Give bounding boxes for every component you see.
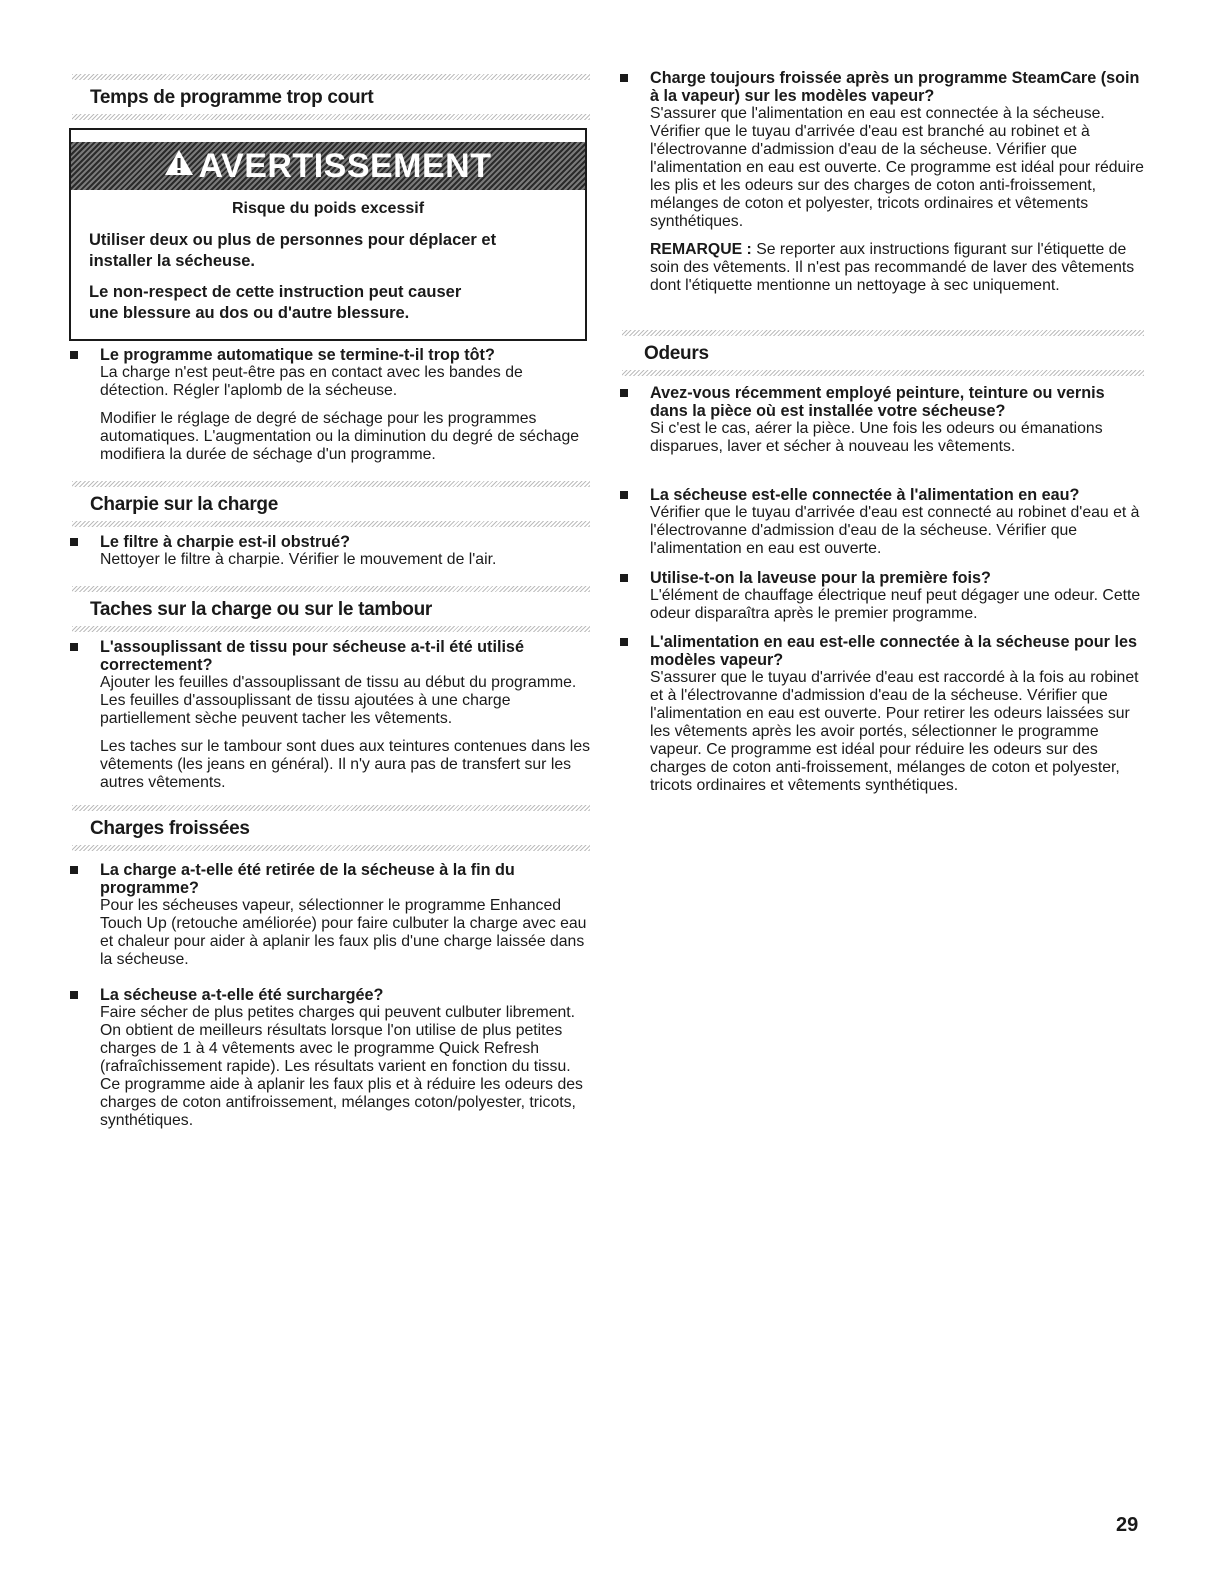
section-title: Charges froissées	[90, 818, 250, 839]
warning-box	[69, 128, 587, 341]
section-header-stains	[72, 586, 590, 632]
note-text: Se reporter aux instructions figurant sur l'étiquette de soin des vêtements. Il n'est pas recommandé de laver des vêtements dont l'étiquette mentionne un nettoyage à sec uniquement.	[650, 241, 1135, 294]
warning-line-3: Le non-respect de cette instruction peut causer	[89, 283, 462, 301]
list-item	[622, 633, 1144, 795]
answer-paragraph: Faire sécher de plus petites charges qui peuvent culbuter librement. On obtient de meilleurs résultats lorsque l'on utilise de plus petites charges de 1 à 4 vêtements avec le programme Quick Refresh (rafraîchissement rapide). Les résultats varient en fonction du tissu. Ce programme aide à aplanir les faux plis et à réduire les odeurs des charges de coton antifroissement, mélanges coton/polyester, tricots, synthétiques.	[100, 1004, 583, 1129]
section-rule	[72, 114, 590, 120]
bullet-icon	[620, 574, 628, 582]
note-paragraph	[650, 241, 1144, 295]
answer-paragraph: Modifier le réglage de degré de séchage pour les programmes automatiques. L'augmentation ou la diminution du degré de séchage modifiera la durée de séchage d'un programme.	[100, 410, 580, 463]
list-item	[72, 861, 590, 969]
list-item	[622, 569, 1144, 623]
bullet-icon	[70, 538, 78, 546]
warning-title	[71, 141, 585, 193]
warning-line-4: une blessure au dos ou d'autre blessure.	[89, 304, 410, 322]
list-item	[622, 384, 1144, 456]
section-title: Taches sur la charge ou sur le tambour	[90, 599, 432, 620]
question: L'alimentation en eau est-elle connectée à la sécheuse pour les modèles vapeur?	[650, 633, 1137, 669]
section-header-wrinkled	[72, 805, 590, 851]
bullet-icon	[620, 74, 628, 82]
answer-paragraph: Si c'est le cas, aérer la pièce. Une fois les odeurs ou émanations disparues, laver et sécher à nouveau les vêtements.	[650, 420, 1103, 455]
bullet-icon	[70, 866, 78, 874]
answer-paragraph: Ajouter les feuilles d'assouplissant de tissu au début du programme. Les feuilles d'assouplissant de tissu ajoutées à une charge partiellement sèche peuvent tacher les vêtements.	[100, 674, 577, 727]
list-item	[72, 346, 590, 464]
bullet-icon	[620, 638, 628, 646]
question: Avez-vous récemment employé peinture, teinture ou vernis dans la pièce où est installée votre sécheuse?	[650, 384, 1105, 420]
question: Le filtre à charpie est-il obstrué?	[100, 533, 351, 551]
section-title: Temps de programme trop court	[90, 87, 374, 108]
answer-paragraph: Pour les sécheuses vapeur, sélectionner le programme Enhanced Touch Up (retouche améliorée) pour faire culbuter la charge avec eau et chaleur pour aider à aplanir les faux plis d'une charge laissée dans la sécheuse.	[100, 897, 587, 968]
answer-paragraph: Nettoyer le filtre à charpie. Vérifier le mouvement de l'air.	[100, 551, 497, 568]
section-rule	[72, 626, 590, 632]
question: La sécheuse a-t-elle été surchargée?	[100, 986, 384, 1004]
list-item	[72, 986, 590, 1130]
warning-subtitle: Risque du poids excessif	[231, 200, 425, 217]
question: La charge a-t-elle été retirée de la sécheuse à la fin du programme?	[100, 861, 515, 897]
list-item	[72, 533, 590, 569]
warning-title-text: AVERTISSEMENT	[198, 147, 492, 185]
page-number: 29	[1116, 1514, 1139, 1536]
section-header-odors	[622, 330, 1144, 376]
bullet-icon	[70, 991, 78, 999]
question: Le programme automatique se termine-t-il trop tôt?	[100, 346, 495, 364]
section-title: Charpie sur la charge	[90, 494, 278, 515]
bullet-icon	[70, 643, 78, 651]
bullet-icon	[620, 491, 628, 499]
warning-line-2: installer la sécheuse.	[89, 252, 256, 270]
warning-triangle-icon	[164, 140, 194, 190]
bullet-icon	[620, 389, 628, 397]
answer-paragraph: S'assurer que l'alimentation en eau est connectée à la sécheuse. Vérifier que le tuyau d'arrivée d'eau est branché au robinet et à l'électrovanne d'admission d'eau de la sécheuse. Vérifier que l'alimentation en eau est ouverte. Ce programme est idéal pour réduire les plis et les odeurs sur des charges de coton anti-froissement, mélanges de coton et polyester, tricots ordinaires et vêtements synthétiques.	[650, 105, 1144, 230]
list-item	[622, 486, 1144, 558]
section-header-cycle-time	[72, 74, 590, 120]
question: La sécheuse est-elle connectée à l'alimentation en eau?	[650, 486, 1080, 504]
answer-paragraph: S'assurer que le tuyau d'arrivée d'eau est raccordé à la fois au robinet et à l'électrovanne d'admission d'eau de la sécheuse. Vérifier que l'alimentation en eau est ouverte. Pour retirer les odeurs laissées sur les vêtements après les avoir portés, sélectionner le programme vapeur. Ce programme est idéal pour réduire les odeurs sur des charges de coton anti-froissement, mélanges de coton et polyester, tricots ordinaires et vêtements synthétiques.	[650, 669, 1139, 794]
section-rule	[622, 370, 1144, 376]
question: L'assouplissant de tissu pour sécheuse a-t-il été utilisé correctement?	[100, 638, 524, 674]
answer-paragraph: Les taches sur le tambour sont dues aux teintures contenues dans les vêtements (les jeans en général). Il n'y aura pas de transfert sur les autres vêtements.	[100, 738, 590, 791]
note-label: REMARQUE :	[650, 241, 752, 258]
answer-paragraph: L'élément de chauffage électrique neuf peut dégager une odeur. Cette odeur disparaîtra après le premier programme.	[650, 587, 1141, 622]
question: Charge toujours froissée après un programme SteamCare (soin à la vapeur) sur les modèles vapeur?	[650, 69, 1140, 105]
section-title: Odeurs	[644, 343, 709, 364]
answer-paragraph: La charge n'est peut-être pas en contact avec les bandes de détection. Régler l'aplomb de la sécheuse.	[100, 364, 523, 399]
question: Utilise-t-on la laveuse pour la première fois?	[650, 569, 991, 587]
warning-line-1: Utiliser deux ou plus de personnes pour déplacer et	[89, 231, 497, 249]
section-header-lint	[72, 481, 590, 527]
bullet-icon	[70, 351, 78, 359]
section-rule	[72, 521, 590, 527]
list-item	[622, 69, 1144, 295]
section-rule	[72, 845, 590, 851]
answer-paragraph: Vérifier que le tuyau d'arrivée d'eau est connecté au robinet d'eau et à l'électrovanne d'admission d'eau de la sécheuse. Vérifier que l'alimentation en eau est ouverte.	[650, 504, 1140, 557]
list-item	[72, 638, 590, 792]
